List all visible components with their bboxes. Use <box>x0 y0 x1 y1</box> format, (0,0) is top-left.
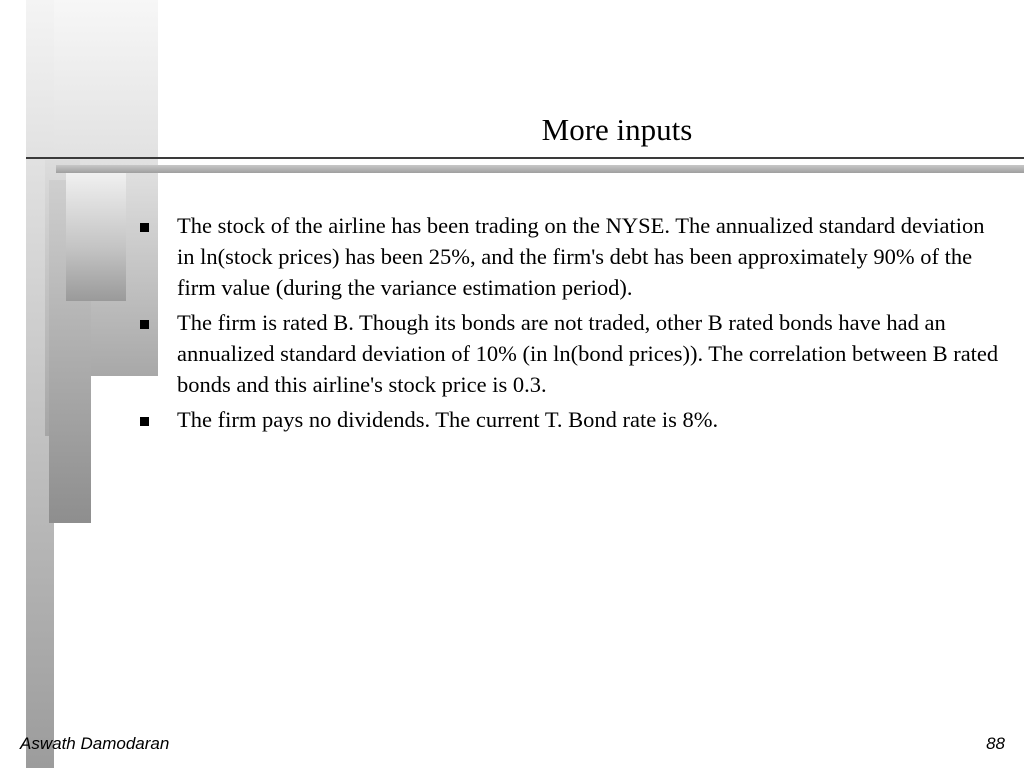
list-item <box>140 404 1000 435</box>
square-bullet-icon <box>140 223 149 232</box>
bullet-text: The firm is rated B. Though its bonds are not traded, other B rated bonds have had an annualized standard deviation of 10% (in ln(bond prices)). The correlation between B rated bonds and this airline's stock price is 0.3. <box>177 310 999 397</box>
title-divider <box>26 157 1024 159</box>
bullet-list <box>140 210 1000 439</box>
list-item <box>140 307 1000 400</box>
bullet-text: The stock of the airline has been trading on the NYSE. The annualized standard deviation in ln(stock prices) has been 25%, and the firm's debt has been approximately 90% of the firm value (during the variance estimation period). <box>177 213 985 300</box>
decorative-bar <box>66 168 126 301</box>
square-bullet-icon <box>140 320 149 329</box>
slide-title: More inputs <box>541 112 693 147</box>
page-number: 88 <box>986 734 1005 753</box>
footer-author: Aswath Damodaran <box>20 734 170 753</box>
bullet-text: The firm pays no dividends. The current T. Bond rate is 8%. <box>177 407 719 432</box>
list-item <box>140 210 1000 303</box>
square-bullet-icon <box>140 417 149 426</box>
title-divider-shadow <box>56 165 1024 173</box>
